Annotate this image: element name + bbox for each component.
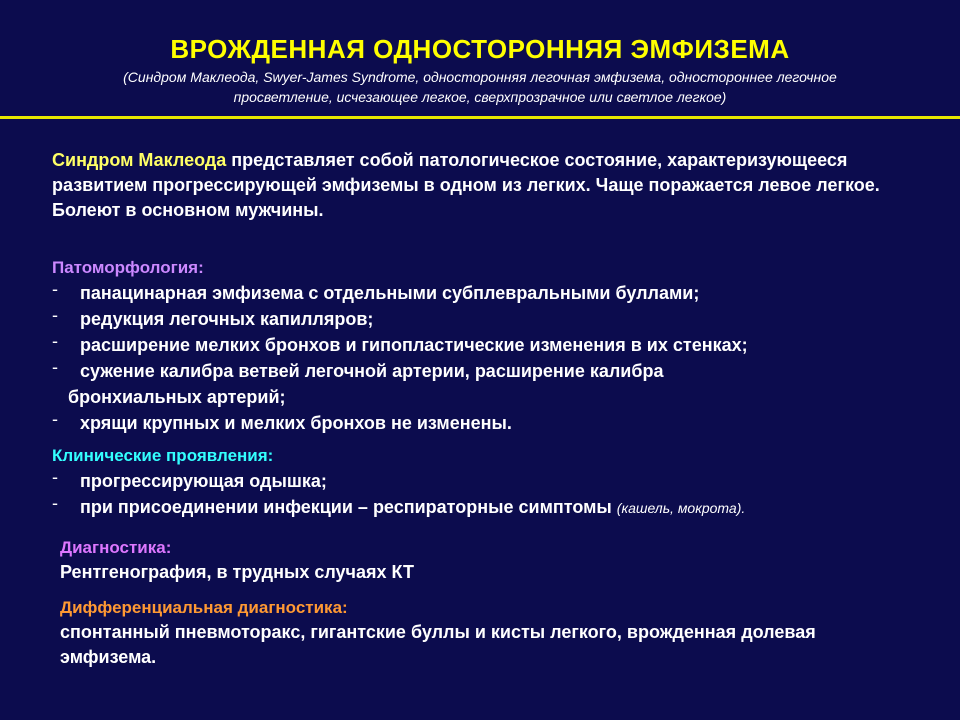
list-item-text: хрящи крупных и мелких бронхов не изменены. — [80, 413, 512, 433]
list-item — [52, 332, 942, 358]
list-item — [52, 410, 942, 436]
list-item — [52, 280, 942, 306]
diagnostics-title: Диагностика: — [60, 538, 172, 557]
dash-bullet: - — [52, 305, 58, 325]
pathomorphology-list — [52, 280, 942, 436]
list-item-continuation: бронхиальных артерий; — [68, 387, 286, 407]
intro-text: представляет собой патологическое состояние, характеризующееся развитием прогрессирующей эмфиземы в одном из легких. Чаще поражается левое легкое. Болеют в основном мужчины. — [52, 150, 880, 220]
pathomorphology-title: Патоморфология: — [52, 258, 204, 277]
dash-bullet: - — [52, 357, 58, 377]
differential-text: спонтанный пневмоторакс, гигантские буллы и кисты легкого, врожденная долевая эмфизема. — [60, 622, 816, 667]
dash-bullet: - — [52, 331, 58, 351]
intro-highlight: Синдром Маклеода — [52, 150, 227, 170]
intro-paragraph — [52, 148, 932, 223]
differential-title: Дифференциальная диагностика: — [60, 598, 348, 617]
list-item-text: прогрессирующая одышка; — [80, 471, 327, 491]
list-item — [52, 468, 942, 494]
clinical-list — [52, 468, 942, 521]
slide-subtitle: (Синдром Маклеода, Swyer-James Syndrome, односторонняя легочная эмфизема, одностороннее легочное просветление, исчезающее легкое, сверхпрозрачное или светлое легкое) — [123, 69, 837, 105]
dash-bullet: - — [52, 279, 58, 299]
list-item — [52, 494, 942, 521]
title-divider — [0, 116, 960, 119]
clinical-title: Клинические проявления: — [52, 446, 274, 465]
dash-bullet: - — [52, 467, 58, 487]
list-item-text: редукция легочных капилляров; — [80, 309, 374, 329]
list-item-text: панацинарная эмфизема с отдельными субплевральными буллами; — [80, 283, 700, 303]
list-item-note: (кашель, мокрота). — [616, 500, 746, 516]
slide-title: ВРОЖДЕННАЯ ОДНОСТОРОННЯЯ ЭМФИЗЕМА — [170, 34, 790, 64]
list-item-text: при присоединении инфекции – респираторные симптомы — [80, 497, 612, 517]
diagnostics-text: Рентгенография, в трудных случаях КТ — [60, 562, 414, 582]
list-item — [52, 358, 942, 410]
list-item-text: расширение мелких бронхов и гипопластические изменения в их стенках; — [80, 335, 748, 355]
list-item — [52, 306, 942, 332]
list-item-text: сужение калибра ветвей легочной артерии, расширение калибра — [80, 361, 664, 381]
dash-bullet: - — [52, 409, 58, 429]
dash-bullet: - — [52, 493, 58, 513]
